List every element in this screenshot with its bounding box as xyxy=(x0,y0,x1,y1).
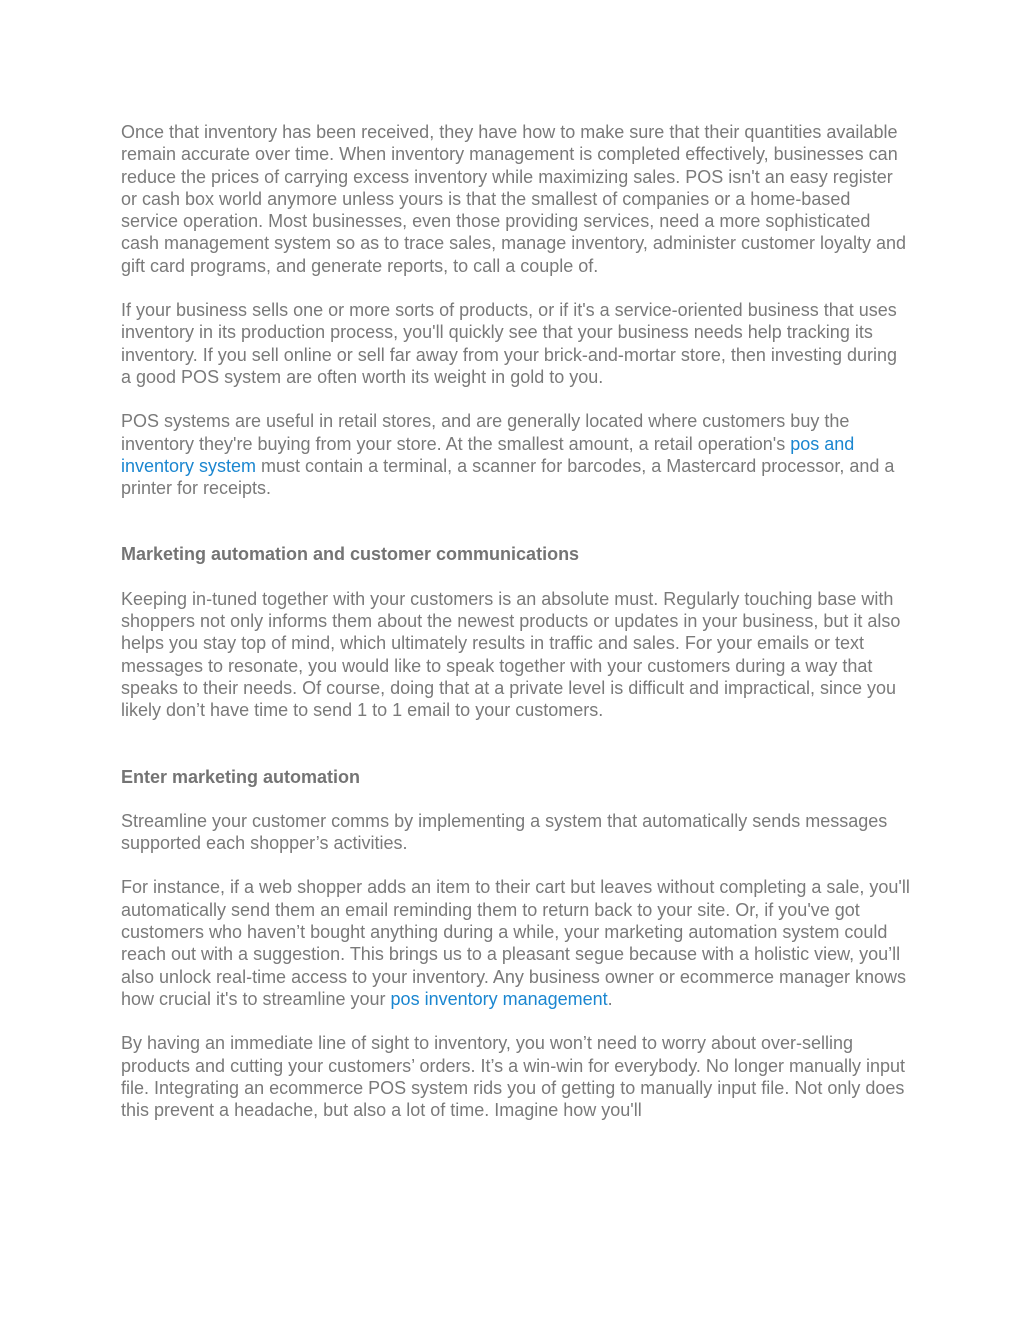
spacer xyxy=(121,521,911,543)
paragraph-web-shopper-example xyxy=(121,876,911,1010)
paragraph-customer-contact: Keeping in-tuned together with your customers is an absolute must. Regularly touching base with shoppers not only informs them about the newest products or updates in your business, but it also helps you stay top of mind, which ultimately results in traffic and sales. For your emails or text messages to resonate, you would like to speak together with your customers during a way that speaks to their needs. Of course, doing that at a private level is difficult and impractical, since you likely don’t have time to send 1 to 1 email to your customers. xyxy=(121,588,901,721)
paragraph-line-of-sight: By having an immediate line of sight to inventory, you won’t need to worry about over-selling products and cutting your customers’ orders. It’s a win-win for everybody. No longer manually input file. Integrating an ecommerce POS system rids you of getting to manually input file. Not only does this prevent a headache, but also a lot of time. Imagine how you'll xyxy=(121,1033,906,1121)
paragraph-tracking-inventory: If your business sells one or more sorts of products, or if it's a service-oriented business that uses inventory in its production process, you'll quickly see that your business needs help tracking its inventory. If you sell online or sell far away from your brick-and-mortar store, then investing during a good POS system are often worth its weight in gold to you. xyxy=(121,300,898,387)
paragraph-text: For instance, if a web shopper adds an item to their cart but leaves without completing a sale, you'll automatically send them an email reminding them to return back to your site. Or, if you've got customers who haven’t bought anything during a while, your marketing automation system could reach out with a suggestion. This brings us to a pleasant segue because with a holistic view, you’ll also unlock real-time access to your inventory. Any business owner or ecommerce manager knows how crucial it's to streamline your xyxy=(121,877,910,1009)
paragraph-pos-retail xyxy=(121,410,911,499)
paragraph-text: must contain a terminal, a scanner for barcodes, a Mastercard processor, and a printer for receipts. xyxy=(121,455,895,499)
document-page xyxy=(121,121,911,1143)
heading-enter-marketing-automation: Enter marketing automation xyxy=(121,766,361,787)
paragraph-text: POS systems are useful in retail stores, and are generally located where customers buy the inventory they're buying from your store. At the smallest amount, a retail operation's xyxy=(121,411,850,454)
paragraph-inventory-accuracy: Once that inventory has been received, they have how to make sure that their quantities available remain accurate over time. When inventory management is completed effectively, businesses can reduce the prices of carrying excess inventory while maximizing sales. POS isn't an easy register or cash box world anymore unless yours is that the smallest of companies or a home-based service operation. Most businesses, even those providing services, need a more sophisticated cash management system so as to trace sales, manage inventory, administer customer loyalty and gift card programs, and generate reports, to call a couple of. xyxy=(121,122,907,276)
paragraph-text: . xyxy=(607,988,613,1009)
pos-and-inventory-system-link[interactable]: pos and inventory system xyxy=(121,433,855,476)
heading-marketing-automation-communications: Marketing automation and customer communications xyxy=(121,544,580,565)
paragraph-streamline-comms: Streamline your customer comms by implementing a system that automatically sends messages supported each shopper’s activities. xyxy=(121,810,888,854)
spacer xyxy=(121,744,911,766)
pos-inventory-management-link[interactable]: pos inventory management xyxy=(390,988,608,1009)
